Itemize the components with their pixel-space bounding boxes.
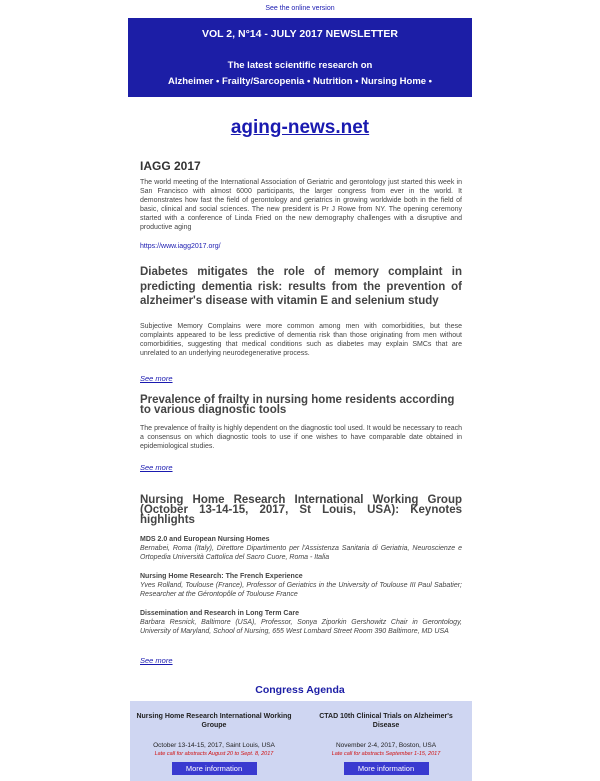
keynote-title: Dissemination and Research in Long Term Care <box>140 610 299 617</box>
volume-label: VOL 2, N°14 - JULY 2017 NEWSLETTER <box>202 28 398 40</box>
header-tagline: The latest scientific research on <box>227 60 373 71</box>
diabetes-see-more-link[interactable]: See more <box>140 374 173 383</box>
more-information-button[interactable]: More information <box>344 762 429 775</box>
event-date: October 13-14-15, 2017, Saint Louis, USA <box>153 742 275 749</box>
keynote-title: Nursing Home Research: The French Experience <box>140 573 303 580</box>
iagg-heading: IAGG 2017 <box>140 159 201 173</box>
agenda-event <box>134 712 294 776</box>
frailty-heading[interactable]: Prevalence of frailty in nursing home residents according to various diagnostic tools <box>140 394 455 416</box>
keynote-title: MDS 2.0 and European Nursing Homes <box>140 536 270 543</box>
keynote-item <box>140 535 462 562</box>
nursing-heading[interactable]: Nursing Home Research International Working Group (October 13-14-15, 2017, St Louis, USA): Keynotes highlights <box>140 494 462 526</box>
event-call-for-abstracts: Late call for abstracts August 20 to Sept. 8, 2017 <box>154 751 274 757</box>
keynote-speaker: Yves Rolland, Toulouse (France), Professor of Geriatrics in the University of Toulouse III Paul Sabatier; Researcher at the Gérontopôle of Toulouse France <box>140 582 462 598</box>
iagg-website-link[interactable]: https://www.iagg2017.org/ <box>140 243 221 250</box>
event-call-for-abstracts: Late call for abstracts September 1-15, 2017 <box>331 751 441 757</box>
newsletter-header <box>128 18 472 97</box>
diabetes-text: Subjective Memory Complains were more common among men with comorbidities, but these complaints appeared to be less predictive of dementia risk than those originating from men without comorbidities, suggesting that medical conditions such as diabetes may explain SMCs that are unrelated to an underlying neurodegenerative process. <box>140 323 462 357</box>
frailty-text: The prevalence of frailty is highly dependent on the diagnostic tool used. It would be necessary to reach a consensus on which diagnostic tools to use if one wishes to have comparable date obtained in epidemiological studies. <box>140 425 462 450</box>
event-title: CTAD 10th Clinical Trials on Alzheimer's Disease <box>319 713 453 729</box>
event-title: Nursing Home Research International Working Groupe <box>136 713 292 729</box>
iagg-text: The world meeting of the International Association of Geriatric and gerontology just started this week in San Francisco with almost 6000 participants, the larger congress from ever in the world. It demonstrates how fast the field of gerontology and geriatrics in growing worldwide both in the field of basic, clinical and social sciences. The new president is Pr J Rowe from NY. The opening ceremony started with a conference of Linda Fried on the new demography challenges with a disruptive and productive aging <box>140 179 462 231</box>
diabetes-heading[interactable]: Diabetes mitigates the role of memory complaint in predicting dementia risk: results from the prevention of alzheimer's disease with vitamin E and selenium study <box>140 266 462 307</box>
keynote-item <box>140 609 462 636</box>
site-title-link[interactable]: aging-news.net <box>230 117 370 138</box>
header-topics: Alzheimer • Frailty/Sarcopenia • Nutrition • Nursing Home • <box>167 76 433 87</box>
keynote-item <box>140 572 462 599</box>
event-date: November 2-4, 2017, Boston, USA <box>335 742 437 749</box>
agenda-event <box>306 712 466 776</box>
nursing-see-more-link[interactable]: See more <box>140 656 173 665</box>
keynote-speaker: Bernabei, Roma (Italy), Direttore Dipartimento per l'Assistenza Sanitaria di Geriatria, Neuroscienze e Ortopedia Università Cattolica del Sacro Cuore, Roma - Italia <box>140 545 462 561</box>
online-version-link[interactable]: See the online version <box>265 5 335 12</box>
keynote-speaker: Barbara Resnick, Baltimore (USA), Professor, Sonya Ziporkin Gershowitz Chair in Gerontology, University of Maryland, School of Nursing, 655 West Lombard Street Room 390 Baltimore, MD USA <box>140 619 462 635</box>
frailty-see-more-link[interactable]: See more <box>140 463 173 472</box>
agenda-title: Congress Agenda <box>255 684 345 696</box>
agenda-panel <box>130 701 472 781</box>
more-information-button[interactable]: More information <box>172 762 257 775</box>
